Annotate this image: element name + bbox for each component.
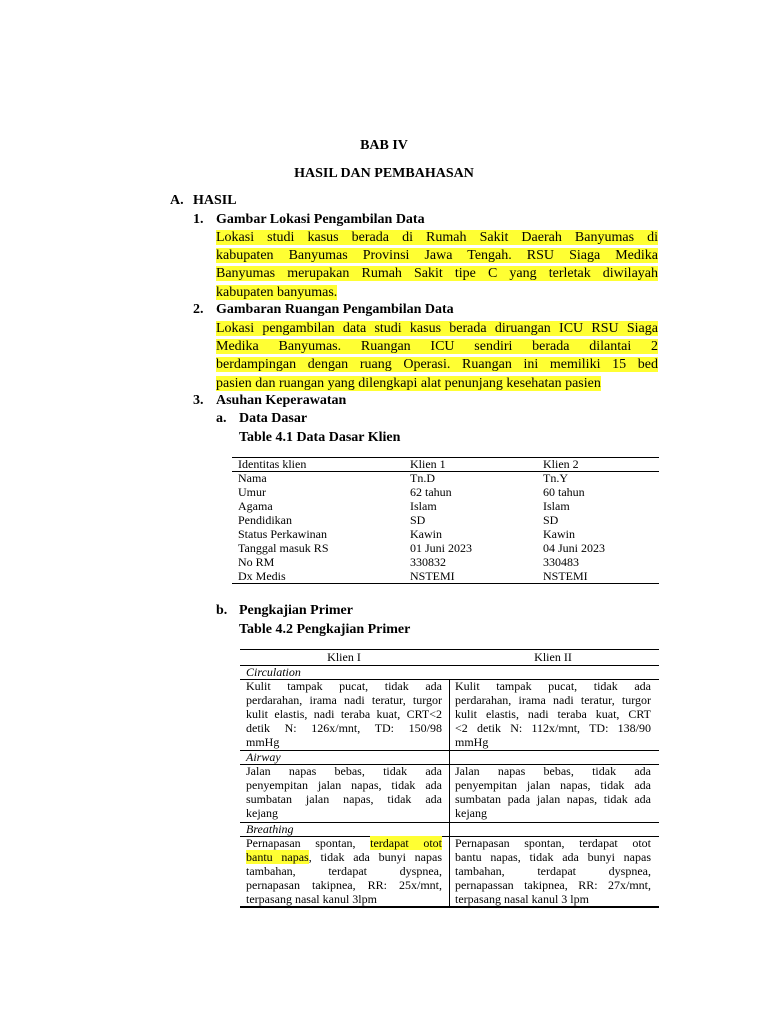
- table-header-row: [240, 649, 659, 665]
- paragraph-line: pasien dan ruangan yang dilengkapi alat penunjang kesehatan pasien: [216, 375, 601, 391]
- sub-b-number: b.: [216, 603, 228, 618]
- table-row: Tanggal masuk RS 01 Juni 2023 04 Juni 2023: [238, 541, 606, 555]
- section-a-number: A.: [170, 193, 184, 208]
- table-bottom-rule: [240, 906, 659, 908]
- sub-a-number: a.: [216, 411, 227, 426]
- sub-a-heading: [216, 411, 307, 427]
- cell-klien-2: Pernapasan spontan, terdapat otot bantu napas, tidak ada bunyi napas tambahan, terdapat dyspnea, pernapassan takipnea, RR: 27x/mnt, terpasang nasal kanul 3 lpm: [455, 836, 651, 907]
- cell-klien-2: Kulit tampak pucat, tidak ada perdarahan, irama nadi teratur, turgor kulit elastis, nadi teraba kuat, CRT <2 detik N: 112x/mnt, TD: 138/90 mmHg: [455, 679, 651, 750]
- table-4-2-caption: Table 4.2 Pengkajian Primer: [239, 622, 411, 637]
- table-row: Status Perkawinan Kawin Kawin: [238, 527, 575, 541]
- table-row: Dx Medis NSTEMI NSTEMI: [238, 569, 588, 583]
- header-cell: Klien 1: [410, 457, 446, 471]
- table-row: Pendidikan SD SD: [238, 513, 559, 527]
- paragraph-line: kabupaten Banyumas Provinsi Jawa Tengah. RSU Siaga Medika: [216, 248, 658, 264]
- sub-b-title: Pengkajian Primer: [239, 603, 353, 618]
- item-1-heading: [193, 212, 425, 228]
- category-airway: Airway: [246, 750, 281, 764]
- item-1-number: 1.: [193, 212, 204, 227]
- table-header-row: [232, 457, 659, 471]
- sub-a-title: Data Dasar: [239, 411, 308, 426]
- item-2-title: Gambaran Ruangan Pengambilan Data: [216, 302, 454, 317]
- category-circulation: Circulation: [246, 665, 301, 679]
- cell-klien-1: Pernapasan spontan, terdapat otot bantu napas, tidak ada bunyi napas tambahan, terdapat dyspnea, pernapasan takipnea, RR: 25x/mnt, terpasang nasal kanul 3lpm: [246, 836, 443, 907]
- section-a-title: HASIL: [193, 193, 237, 208]
- chapter-title: HASIL DAN PEMBAHASAN: [294, 166, 474, 181]
- item-2-heading: [193, 302, 454, 318]
- paragraph-line: berdampingan dengan ruang Operasi. Ruangan ini memiliki 15 bed: [216, 357, 658, 373]
- paragraph-line: Lokasi pengambilan data studi kasus berada diruangan ICU RSU Siaga: [216, 321, 658, 336]
- header-cell: Identitas klien: [238, 457, 307, 471]
- highlighted-text: bantu napas: [246, 850, 309, 865]
- paragraph-line: Banyumas merupakan Rumah Sakit tipe C yang terletak diwilayah: [216, 266, 658, 282]
- item-3-heading: [193, 393, 346, 409]
- table-bottom-rule: [232, 583, 659, 584]
- header-cell: Klien I: [327, 650, 361, 664]
- item-2-paragraph: [216, 320, 658, 393]
- cell-klien-1: Kulit tampak pucat, tidak ada perdarahan, irama nadi teratur, turgor kulit elastis, nadi teraba kuat, CRT<2 detik N: 126x/mnt, TD: 150/98 mmHg: [246, 679, 442, 750]
- item-1-title: Gambar Lokasi Pengambilan Data: [216, 212, 425, 227]
- item-3-number: 3.: [193, 393, 204, 408]
- section-a-heading: [170, 193, 237, 209]
- table-4-1: [232, 457, 659, 583]
- category-breathing: Breathing: [246, 822, 294, 836]
- paragraph-line: Medika Banyumas. Ruangan ICU sendiri berada dilantai 2: [216, 339, 658, 355]
- header-cell: Klien II: [534, 650, 572, 664]
- paragraph-line: kabupaten banyumas.: [216, 284, 338, 300]
- column-divider: [449, 679, 450, 906]
- cell-klien-2: Jalan napas bebas, tidak ada penyempitan jalan napas, tidak ada sumbatan pada jalan napas, tidak ada kejang: [455, 764, 651, 821]
- chapter-number: BAB IV: [360, 138, 408, 153]
- item-1-paragraph: [216, 229, 658, 302]
- sub-b-heading: [216, 603, 353, 619]
- table-4-2: [240, 649, 659, 908]
- cell-klien-1: Jalan napas bebas, tidak ada penyempitan jalan napas, tidak ada sumbatan jalan napas, tidak ada kejang: [246, 764, 442, 821]
- highlighted-text: terdapat otot: [370, 836, 443, 850]
- table-row: Umur 62 tahun 60 tahun: [238, 485, 585, 499]
- item-2-number: 2.: [193, 302, 204, 317]
- table-row: Agama Islam Islam: [238, 499, 570, 513]
- item-3-title: Asuhan Keperawatan: [216, 393, 347, 408]
- header-cell: Klien 2: [543, 457, 579, 471]
- table-4-1-caption: Table 4.1 Data Dasar Klien: [239, 430, 401, 445]
- table-row: Nama Tn.D Tn.Y: [238, 471, 568, 485]
- paragraph-line: Lokasi studi kasus berada di Rumah Sakit Daerah Banyumas di: [216, 230, 658, 245]
- table-row: No RM 330832 330483: [238, 555, 579, 569]
